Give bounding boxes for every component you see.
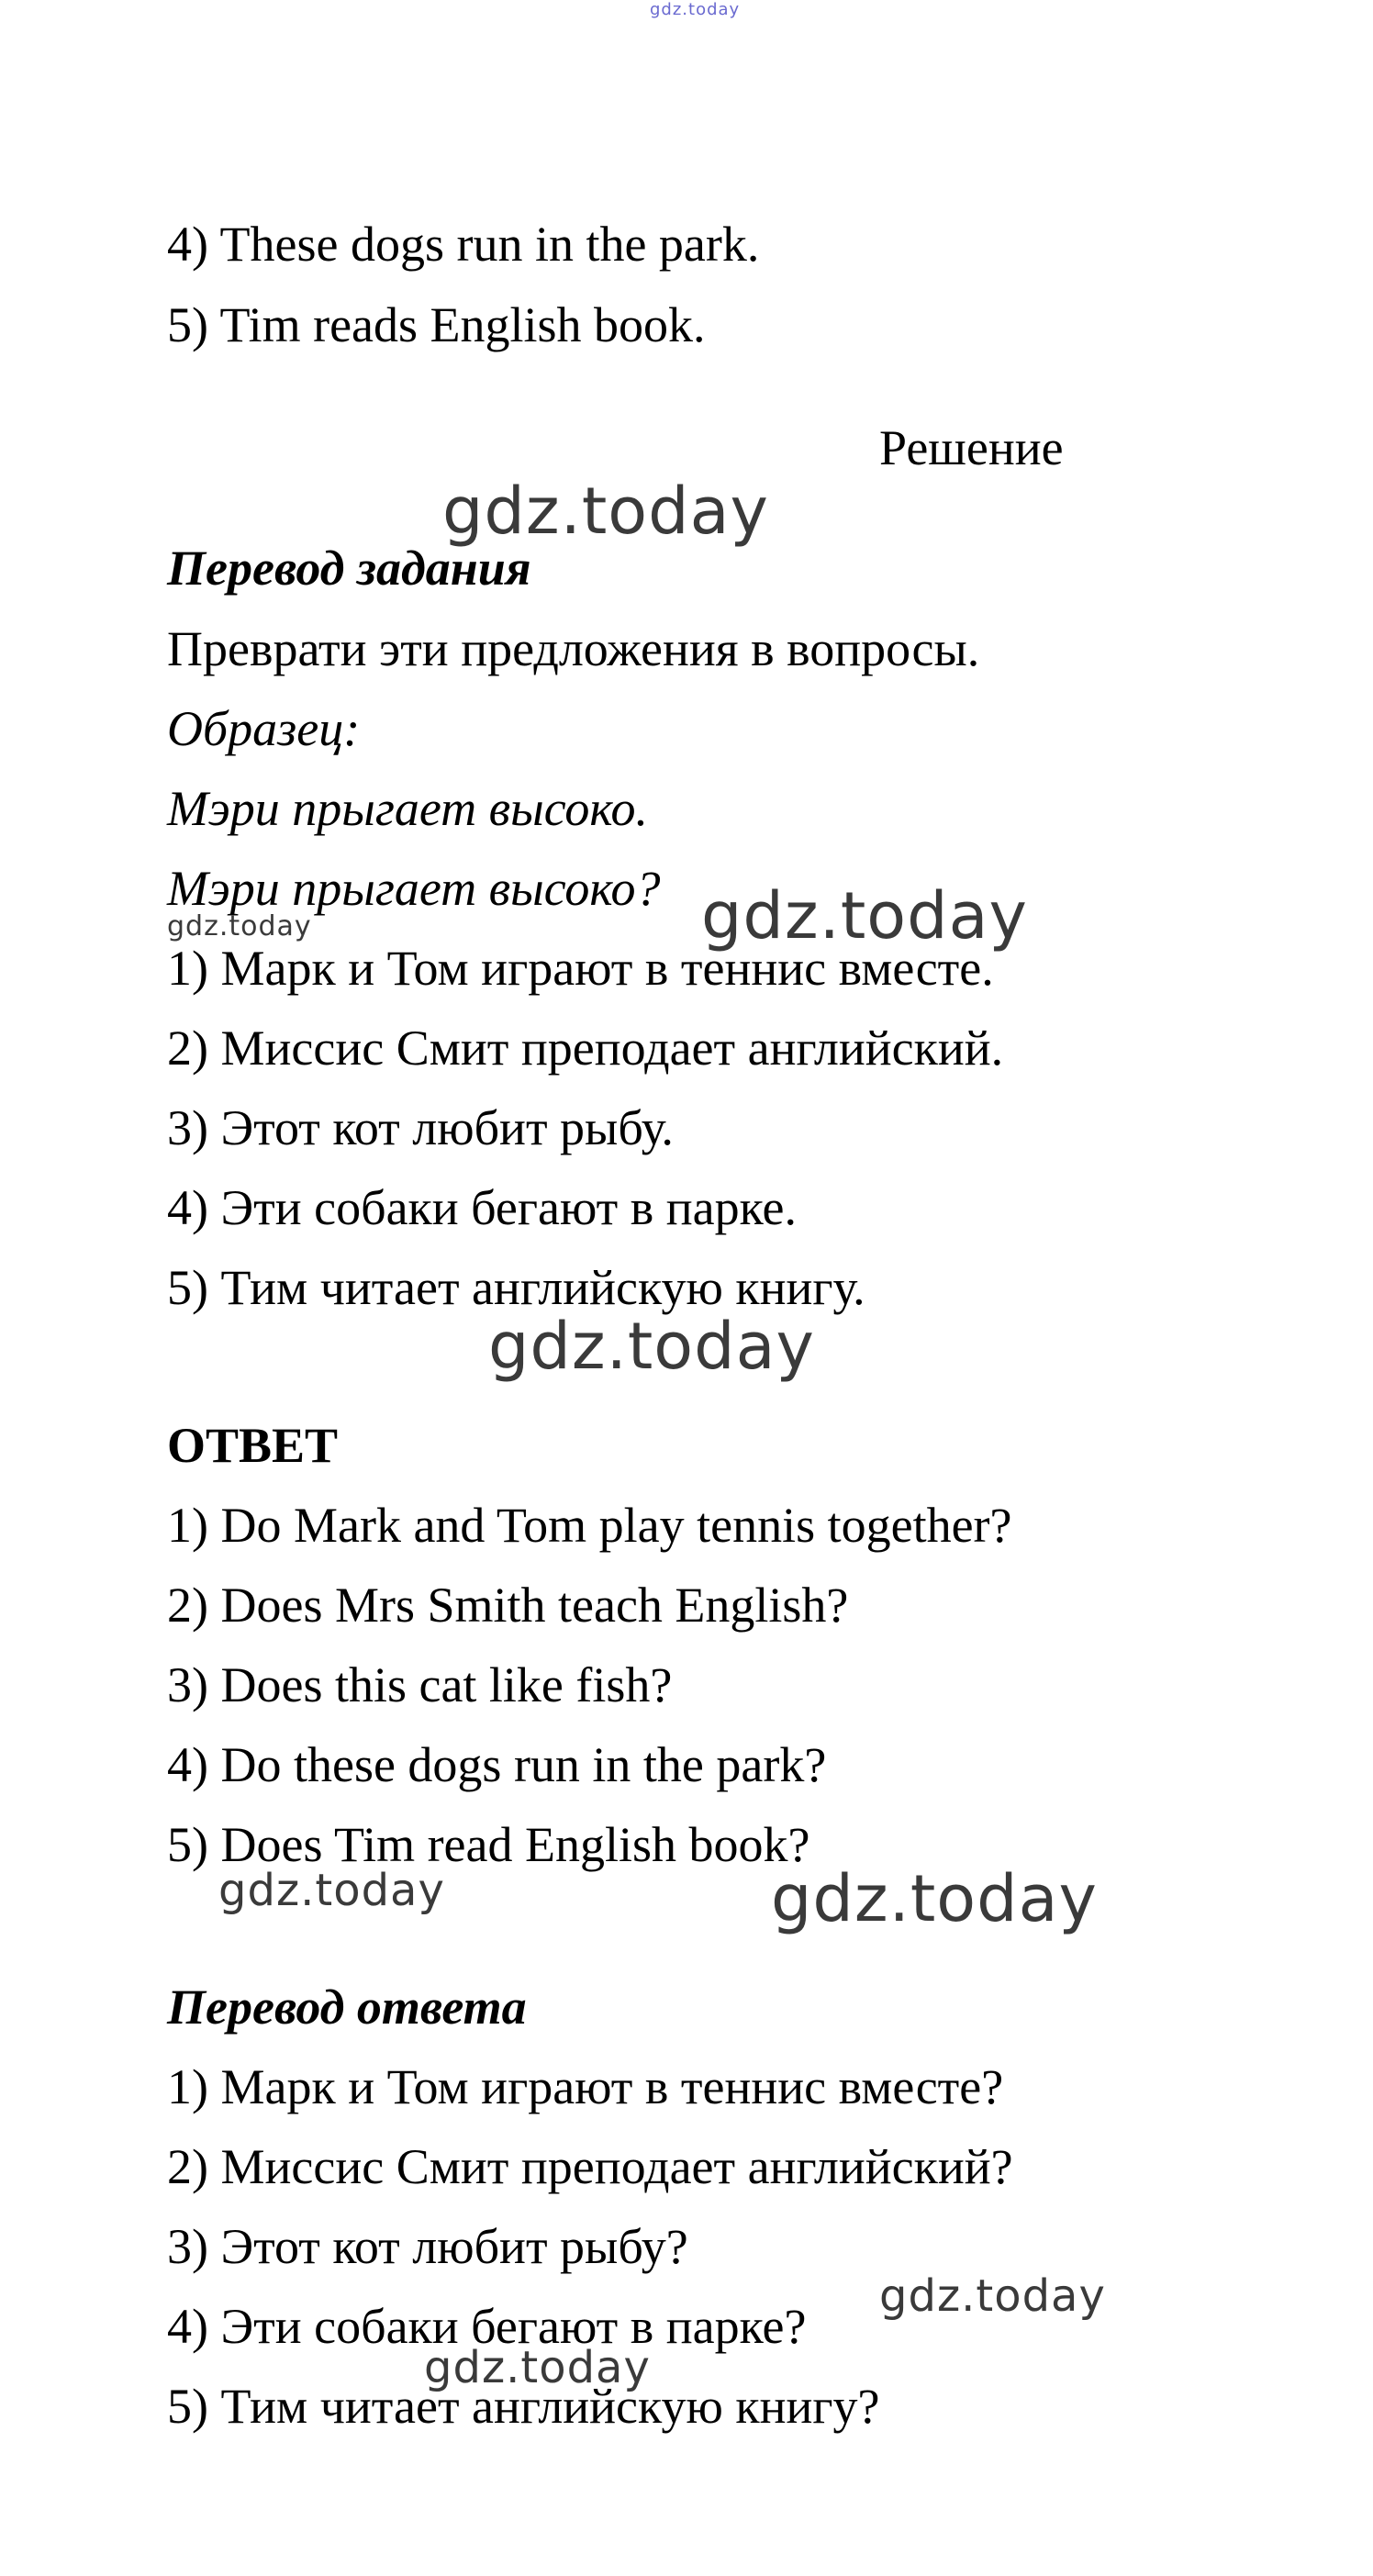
pretext-line: 4) These dogs run in the park. (167, 217, 760, 272)
watermark: gdz.today (879, 2270, 1106, 2322)
example-statement: Мэри прыгает высоко. (167, 781, 649, 836)
watermark: gdz.today (701, 878, 1028, 953)
watermark-top: gdz.today (650, 0, 741, 19)
watermark: gdz.today (442, 474, 769, 549)
answer-translation-item: 5) Тим читает английскую книгу? (167, 2379, 880, 2434)
answer-item: 4) Do these dogs run in the park? (167, 1737, 827, 1792)
task-translation-heading: Перевод задания (167, 541, 531, 596)
answer-heading: ОТВЕТ (167, 1418, 339, 1473)
answer-translation-item: 4) Эти собаки бегают в парке? (167, 2299, 807, 2354)
task-item: 5) Тим читает английскую книгу. (167, 1260, 865, 1315)
answer-translation-item: 1) Марк и Том играют в теннис вместе? (167, 2059, 1004, 2114)
answer-item: 2) Does Mrs Smith teach English? (167, 1578, 849, 1633)
answer-item: 3) Does this cat like fish? (167, 1657, 673, 1712)
example-question: Мэри прыгает высоко? (167, 861, 661, 916)
answer-translation-heading: Перевод ответа (167, 1979, 527, 2035)
watermark: gdz.today (771, 1861, 1098, 1936)
task-item: 1) Марк и Том играют в теннис вместе. (167, 941, 994, 996)
watermark: gdz.today (424, 2342, 651, 2393)
solution-label: Решение (879, 420, 1064, 475)
answer-item: 5) Does Tim read English book? (167, 1817, 810, 1872)
pretext-line: 5) Tim reads English book. (167, 297, 706, 352)
task-item: 4) Эти собаки бегают в парке. (167, 1180, 797, 1235)
watermark: gdz.today (167, 910, 312, 942)
answer-translation-item: 3) Этот кот любит рыбу? (167, 2219, 688, 2274)
answer-translation-item: 2) Миссис Смит преподает английский? (167, 2139, 1013, 2194)
task-instruction: Преврати эти предложения в вопросы. (167, 621, 980, 676)
task-item: 2) Миссис Смит преподает английский. (167, 1020, 1004, 1076)
example-label: Образец: (167, 701, 361, 756)
answer-item: 1) Do Mark and Tom play tennis together? (167, 1498, 1012, 1553)
task-item: 3) Этот кот любит рыбу. (167, 1100, 674, 1155)
watermark: gdz.today (488, 1309, 815, 1384)
watermark: gdz.today (218, 1865, 445, 1916)
